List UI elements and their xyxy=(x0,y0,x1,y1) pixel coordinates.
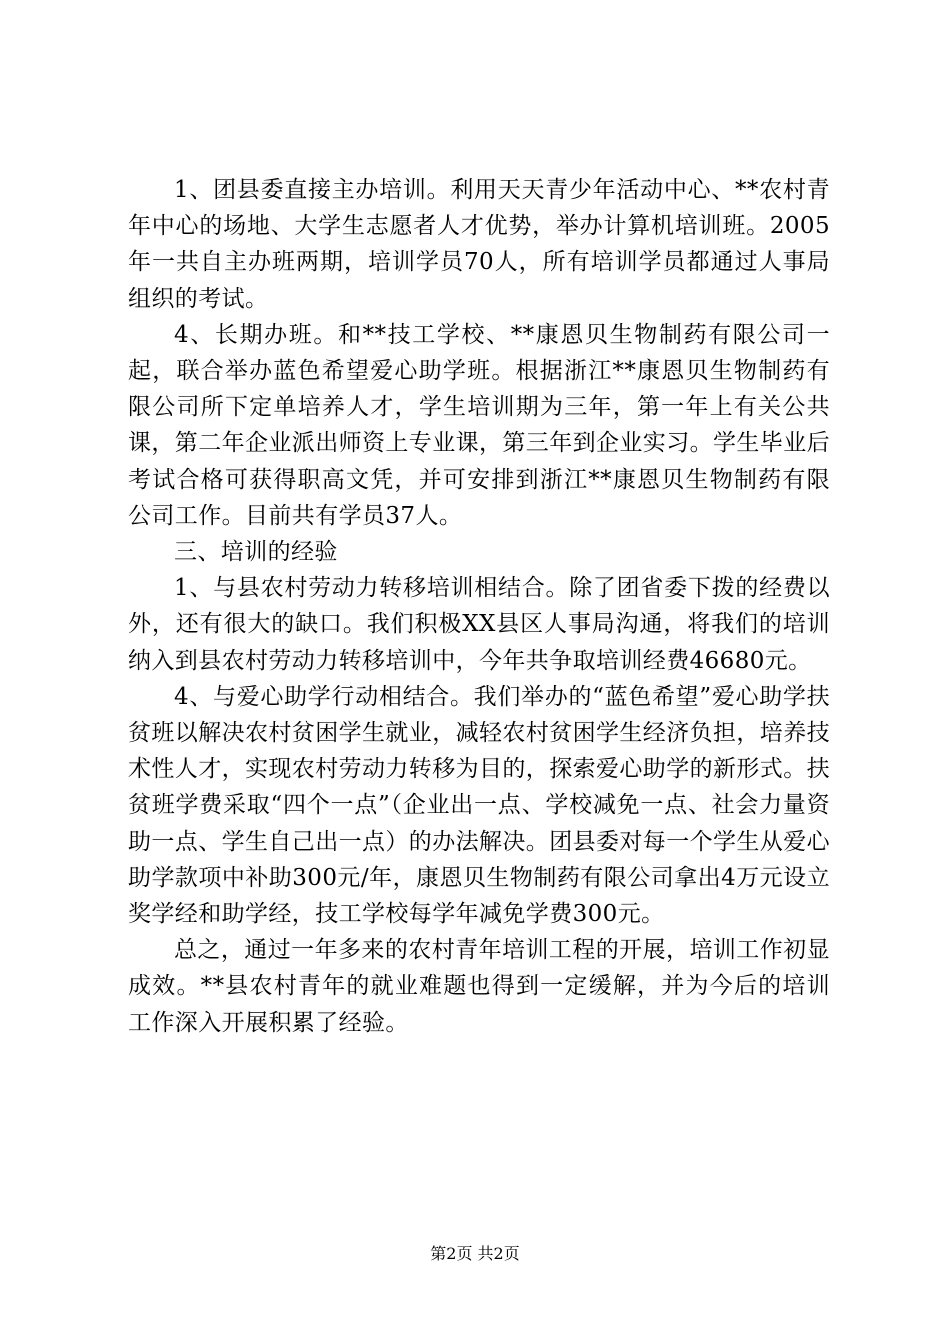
paragraph-summary: 总之，通过一年多来的农村青年培训工程的开展，培训工作初显成效。**县农村青年的就业难题也得到一定缓解，并为今后的培训工作深入开展积累了经验。 xyxy=(128,937,830,1036)
paragraph-charity-aid: 4、与爱心助学行动相结合。我们举办的“蓝色希望”爱心助学扶贫班以解决农村贫困学生就业，减轻农村贫困学生经济负担，培养技术性人才，实现农村劳动力转移为目的，探索爱心助学的新形式。扶贫班学费采取“四个一点”（企业出一点、学校减免一点、社会力量资助一点、学生自己出一点）的办法解决。团县委对每一个学生从爱心助学款项中补助300元/年，康恩贝生物制药有限公司拿出4万元设立奖学经和助学经，技工学校每学年减免学费300元。 xyxy=(128,683,830,928)
paragraph-computer-training: 1、团县委直接主办培训。利用天天青少年活动中心、**农村青年中心的场地、大学生志愿者人才优势，举办计算机培训班。2005年一共自主办班两期，培训学员70人，所有培训学员都通过人事局组织的考试。 xyxy=(128,177,830,312)
page-footer: 第2页 共2页 xyxy=(430,1244,520,1263)
paragraph-long-term-class: 4、长期办班。和**技工学校、**康恩贝生物制药有限公司一起，联合举办蓝色希望爱心助学班。根据浙江**康恩贝生物制药有限公司所下定单培养人才，学生培训期为三年，第一年上有关公共课，第二年企业派出师资上专业课，第三年到企业实习。学生毕业后考试合格可获得职高文凭，并可安排到浙江**康恩贝生物制药有限公司工作。目前共有学员37人。 xyxy=(128,321,830,529)
document-body xyxy=(128,172,830,1041)
paragraph-labor-transfer: 1、与县农村劳动力转移培训相结合。除了团省委下拨的经费以外，还有很大的缺口。我们积极XX县区人事局沟通，将我们的培训纳入到县农村劳动力转移培训中，今年共争取培训经费46680元。 xyxy=(128,575,830,674)
section-heading-experience: 三、培训的经验 xyxy=(174,539,338,566)
